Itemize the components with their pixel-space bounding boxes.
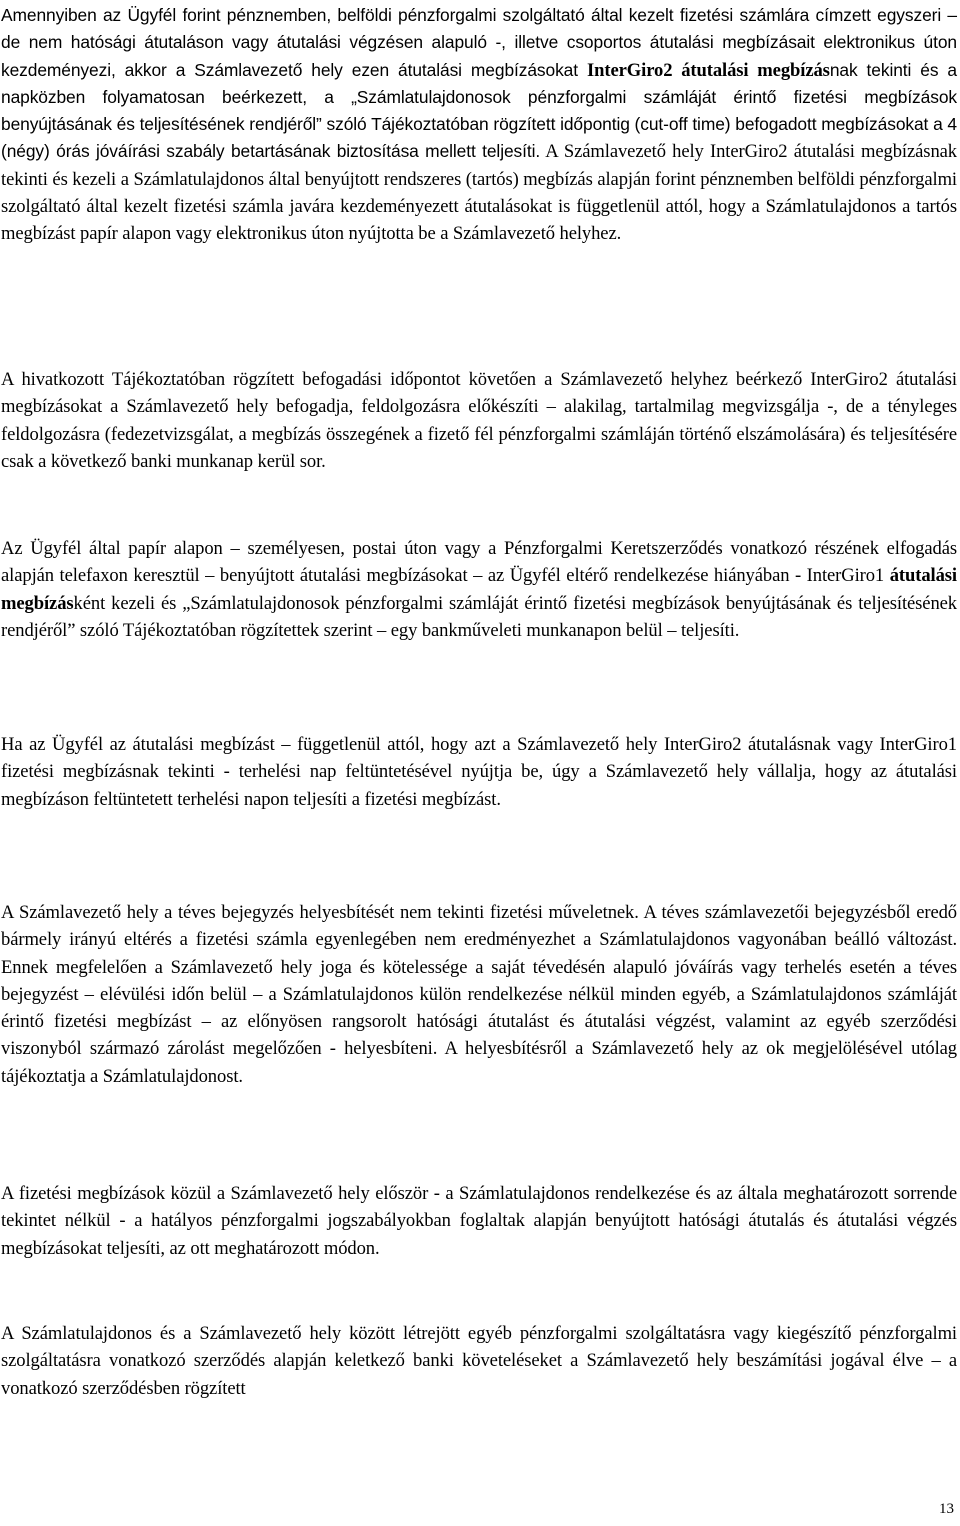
paragraph-sans-text-cont: nak tekinti és a napközben folyamatosan beérkezett, a „Számlatulajdonosok pénzforgalmi számláját érintő fizetési megbízások benyújtásának és teljesítésének rendjéről” szóló Tájékoztatóban rögzített időpontig (cut-off time) befogadott megbízásokat a 4 (négy) órás jóváírási szabály betartásának biztosítása mellett teljesíti. [1,59,957,162]
paragraph-intergiro2-electronic [1,2,957,248]
paragraph-serif-text: A Számlavezető hely InterGiro2 átutalási megbízásnak tekinti és kezeli a Számlatulajdonos által benyújtott rendszeres (tartós) megbízás alapján forint pénznemben belföldi pénzforgalmi szolgáltató által kezelt fizetési számla javára kezdeményezett átutalásokat is függetlenül attól, hogy a Számlatulajdonos a tartós megbízást papír alapon vagy elektronikus úton nyújtotta be a Számlavezető helyhez. [1,141,957,245]
paragraph-after-cutoff: A hivatkozott Tájékoztatóban rögzített befogadási időpontot követően a Számlavezető helyhez beérkező InterGiro2 átutalási megbízásokat a Számlavezető hely befogadja, feldolgozásra előkészíti – alakilag, tartalmilag megvizsgálja -, de a tényleges feldolgozásra (fedezetvizsgálat, a megbízás összegének a fizető fél pénzforgalmi számláján történő elszámolására) és teljesítésére csak a következő banki munkanap kerül sor. [1,369,957,472]
page-number: 13 [939,1501,954,1517]
paragraph-sans-text: Amennyiben az Ügyfél forint pénznemben, belföldi pénzforgalmi szolgáltató által kezelt fizetési számlára címzett egyszeri – de nem hatósági átutaláson vagy átutalási végzésen alapuló -, illetve csoportos átutalási megbízásait elektronikus úton kezdeményezi, akkor a Számlavezető hely ezen átutalási megbízásokat [1,5,957,80]
paragraph-set-off: A Számlatulajdonos és a Számlavezető hely között létrejött egyéb pénzforgalmi szolgáltatásra vagy kiegészítő pénzforgalmi szolgáltatásra vonatkozó szerződés alapján keletkező banki követeléseket a Számlavezető hely beszámítási jogával élve – a vonatkozó szerződésben rögzített [1,1323,957,1399]
bold-term-intergiro2: InterGiro2 átutalási megbízás [586,59,830,81]
paragraph-order-priority: A fizetési megbízások közül a Számlavezető hely először - a Számlatulajdonos rendelkezése és az általa meghatározott sorrende tekintet nélkül - a hatályos pénzforgalmi jogszabályokban foglaltak alapján benyújtott hatósági átutalás és átutalási végzés megbízásokat teljesíti, az ott meghatározott módon. [1,1183,957,1259]
bold-term-transfer-order: átutalási megbízás [1,565,957,614]
paragraph-paper-based-orders [1,535,957,644]
paragraph-text-cont: ként kezeli és „Számlatulajdonosok pénzforgalmi számláját érintő fizetési megbízások benyújtásának és teljesítésének rendjéről” szóló Tájékoztatóban rögzítettek szerint – egy bankműveleti munkanapon belül – teljesíti. [1,592,957,641]
paragraph-erroneous-entry: A Számlavezető hely a téves bejegyzés helyesbítését nem tekinti fizetési műveletnek. A téves számlavezetői bejegyzésből eredő bármely irányú eltérés a fizetési számla egyenlegében nem eredményezhet a Számlatulajdonos vagyonában beálló változást. Ennek megfelelően a Számlavezető hely joga és kötelessége a saját tévedésén alapuló jóváírás vagy terhelés esetén a téves bejegyzést – elévülési időn belül – a Számlatulajdonos külön rendelkezése nélkül minden egyéb, a Számlatulajdonos számláját érintő fizetési megbízást – az előnyösen rangsorolt hatósági átutalást és átutalási végzést, valamint az egyéb szerződési viszonyból származó zárolást megelőzően - helyesbíteni. A helyesbítésről a Számlavezető hely az ok megjelölésével utólag tájékoztatja a Számlatulajdonost. [1,902,957,1087]
paragraph-debit-date: Ha az Ügyfél az átutalási megbízást – függetlenül attól, hogy azt a Számlavezető hely InterGiro2 átutalásnak vagy InterGiro1 fizetési megbízásnak tekinti - terhelési nap feltüntetésével nyújtja be, úgy a Számlavezető hely vállalja, hogy az átutalási megbízáson feltüntetett terhelési napon teljesíti a fizetési megbízást. [1,734,957,810]
paragraph-text: Az Ügyfél által papír alapon – személyesen, postai úton vagy a Pénzforgalmi Keretszerződés vonatkozó részének elfogadás alapján telefaxon keresztül – benyújtott átutalási megbízásokat – az Ügyfél eltérő rendelkezése hiányában - InterGiro1 [1,538,957,587]
